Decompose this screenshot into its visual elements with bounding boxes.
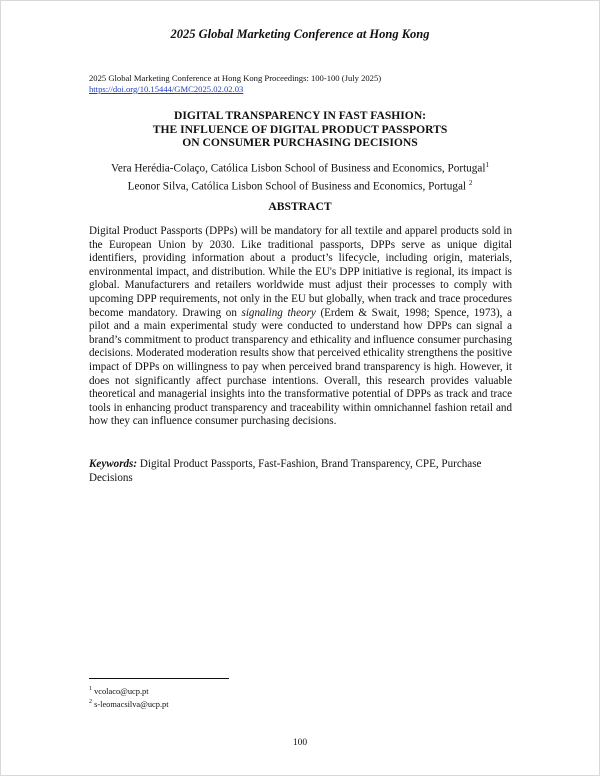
author-2-footnote-mark: 2 bbox=[468, 179, 473, 188]
abstract-text-part-2: (Erdem & Swait, 1998; Spence, 1973), a pilot and a main experimental study were conducted to understand how DPPs can signal a brand’s commitment to product transparency and ethicality and influence consumer purchasing decisions. Moderated moderation results show that perceived ethicality strengthens the positive impact of DPPs on willingness to pay when perceived brand transparency is high. However, it does not significantly affect purchase intentions. Overall, this research provides valuable theoretical and managerial insights into the transformative potential of DPPs as track and trace tools in enhancing product transparency and traceability within omnichannel fashion retail and how they can influence consumer purchasing decisions. bbox=[89, 306, 512, 428]
doi-link[interactable]: https://doi.org/10.15444/GMC2025.02.02.03 bbox=[89, 84, 244, 94]
title-line-2: THE INFLUENCE OF DIGITAL PRODUCT PASSPORTS bbox=[152, 122, 448, 136]
abstract-body bbox=[89, 225, 512, 429]
footnote-1 bbox=[89, 684, 169, 697]
running-header: 2025 Global Marketing Conference at Hong Kong bbox=[170, 27, 430, 41]
abstract-text-part-1: Digital Product Passports (DPPs) will be mandatory for all textile and apparel products sold in the European Union by 2030. Like traditional passports, DPPs serve as unique digital identifiers, providing information about a product’s lifecycle, including origin, materials, environmental impact, and distribution. While the EU's DPP initiative is regional, its impact is global. Manufacturers and retailers worldwide must adjust their processes to comply with upcoming DPP requirements, not only in the EU but globally, when track and trace procedures become mandatory. Drawing on bbox=[89, 225, 512, 319]
author-2-affiliation: Leonor Silva, Católica Lisbon School of Business and Economics, Portugal bbox=[127, 180, 469, 193]
footnote-1-mark: 1 bbox=[89, 686, 92, 692]
footnote-2-mark: 2 bbox=[89, 698, 92, 705]
footnote-2-email: s-leomacsilva@ucp.pt bbox=[92, 699, 169, 709]
footnote-divider bbox=[89, 678, 229, 679]
footnote-2 bbox=[89, 697, 169, 710]
title-line-1: DIGITAL TRANSPARENCY IN FAST FASHION: bbox=[173, 109, 427, 122]
author-2 bbox=[0, 176, 600, 194]
footnotes bbox=[89, 684, 169, 710]
author-1-footnote-mark: 1 bbox=[485, 161, 489, 169]
author-1-affiliation: Vera Herédia-Colaço, Católica Lisbon School of Business and Economics, Portugal bbox=[111, 162, 486, 175]
paper-title bbox=[0, 109, 600, 150]
keywords-list: Digital Product Passports, Fast-Fashion, Brand Transparency, CPE, Purchase Decisions bbox=[89, 458, 482, 484]
footnote-1-email: vcolaco@ucp.pt bbox=[92, 686, 149, 696]
proceedings-citation: 2025 Global Marketing Conference at Hong Kong Proceedings: 100-100 (July 2025) bbox=[89, 73, 382, 83]
proceedings-info bbox=[89, 73, 381, 95]
author-list bbox=[0, 158, 600, 194]
abstract-heading: ABSTRACT bbox=[268, 200, 332, 213]
author-1 bbox=[0, 158, 600, 176]
page-number: 100 bbox=[292, 738, 308, 748]
abstract-italic-term: signaling theory bbox=[241, 306, 316, 319]
title-line-3: ON CONSUMER PURCHASING DECISIONS bbox=[182, 136, 418, 149]
keywords-label: Keywords: bbox=[89, 458, 138, 470]
keywords bbox=[89, 458, 512, 485]
